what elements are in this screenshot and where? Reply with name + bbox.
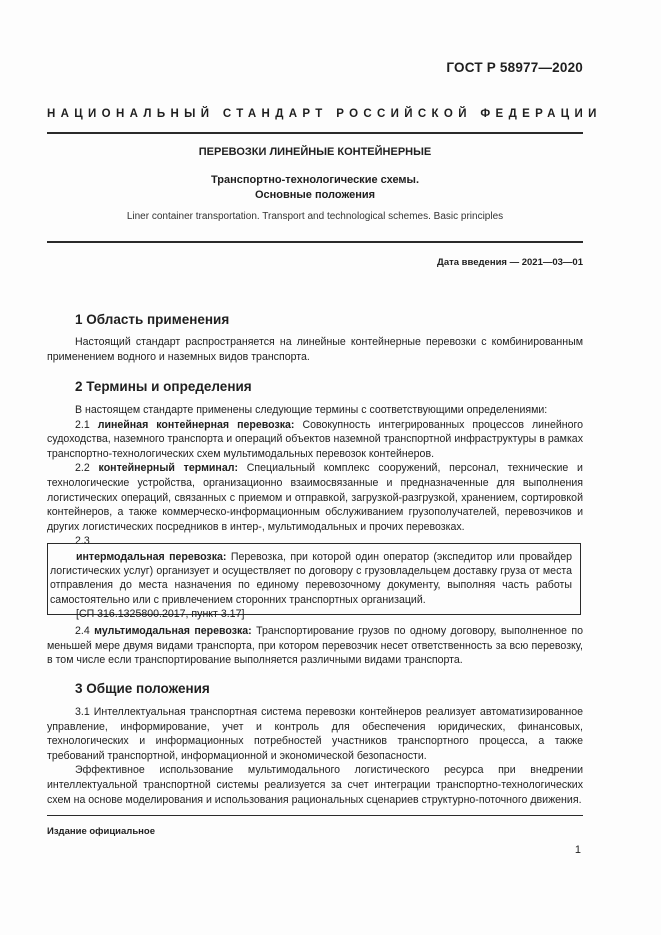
section-2-heading: 2 Термины и определения (75, 379, 252, 394)
section-3-body (47, 705, 583, 807)
national-standard-banner: НАЦИОНАЛЬНЫЙ СТАНДАРТ РОССИЙСКОЙ ФЕДЕРАЦИИ (47, 108, 602, 120)
term-2-3 (50, 550, 572, 607)
term-2-1 (47, 418, 583, 462)
term-2-1-definition: Совокупность интегрированных процессов линейного судоходства, наземного транспорта и операций объектов наземной транспортной инфраструктуры в рамках транспортно-технологических схем мультимодальных перевозок контейнеров. (47, 418, 584, 460)
term-2-3-number: 2.3 (75, 535, 90, 548)
term-2-1-name: линейная контейнерная перевозка: (97, 418, 295, 431)
term-2-4-name: мультимодальная перевозка: (94, 625, 252, 637)
footer-divider (47, 815, 583, 816)
page-number: 1 (574, 844, 581, 856)
document-title: ПЕРЕВОЗКИ ЛИНЕЙНЫЕ КОНТЕЙНЕРНЫЕ (198, 146, 432, 158)
official-edition: Издание официальное (47, 826, 155, 837)
section-3-paragraph-1: 3.1 Интеллектуальная транспортная система перевозки контейнеров реализует автоматизированное управление, информирование, учет и контроль для обеспечения юридических, финансовых, технологических и информационных потребностей участников транспортного процесса, а также требований транспортной, информационной и экономической безопасности. (47, 706, 583, 762)
introduction-date: Дата введения — 2021—03—01 (437, 257, 583, 268)
subtitle-line-2: Основные положения (254, 189, 376, 201)
term-2-3-reference: [СП 316.1325800.2017, пункт 3.17] (76, 607, 245, 620)
term-2-2-name: контейнерный терминал: (98, 462, 238, 475)
term-2-4-definition: Транспортирование грузов по одному договору, выполненное по меньшей мере двумя видами транспорта, при котором перевозчик несет ответственность за всю перевозку, в том числе если транспортирование выполняется различными видами транспорта. (47, 625, 583, 667)
section-1-text: Настоящий стандарт распространяется на линейные контейнерные перевозки с комбинированным применением водного и наземных видов транспорта. (47, 336, 583, 363)
term-2-3-box (47, 543, 581, 620)
title-divider (47, 241, 583, 243)
terms-intro: В настоящем стандарте применены следующие термины с соответствующими определениями: (75, 404, 548, 416)
term-2-4 (47, 624, 583, 668)
top-divider (47, 132, 583, 134)
standard-id: ГОСТ Р 58977—2020 (446, 60, 583, 75)
term-2-3-definition: Перевозка, при которой один оператор (экспедитор или провайдер логистических услуг) организует и осуществляет по договору с грузовладельцем доставку груза от места отправления до места назначения по единому перевозочному документу, выполняя часть работы самостоятельно или с привлечением сторонних транспортных организаций. (50, 551, 572, 606)
section-3-heading: 3 Общие положения (75, 681, 210, 696)
section-1-body (47, 335, 583, 364)
english-title: Liner container transportation. Transport and technological schemes. Basic principles (126, 211, 504, 222)
section-2-body (47, 403, 583, 549)
term-2-3-name: интермодальная перевозка: (76, 551, 227, 563)
document-subtitle (47, 173, 583, 203)
term-2-2-number: 2.2 (75, 462, 90, 475)
subtitle-line-1: Транспортно-технологические схемы. (210, 174, 420, 186)
section-1-heading: 1 Область применения (75, 312, 230, 327)
term-2-1-number: 2.1 (75, 418, 90, 431)
term-2-4-number: 2.4 (75, 625, 90, 637)
term-2-4-block (47, 624, 583, 668)
term-2-2-definition: Специальный комплекс сооружений, персонал, технические и технологические устройства, организационно взаимосвязанные и предназначенные для выполнения логистических операций, связанных с приемом и отправкой, загрузкой-разгрузкой, хранением, сортировкой контейнеров, а также коммерческо-информационным обслуживанием грузополучателей, перевозчиков и других логистических посредников в интер-, мультимодальных и прочих перевозках. (47, 462, 583, 533)
term-2-2 (47, 461, 583, 534)
section-3-paragraph-2: Эффективное использование мультимодального логистического ресурса при внедрении интеллектуальной транспортной системы реализуется за счет интеграции транспортно-технологических схем на основе моделирования и использования рациональных сценариев структурно-поточного движения. (47, 764, 583, 806)
